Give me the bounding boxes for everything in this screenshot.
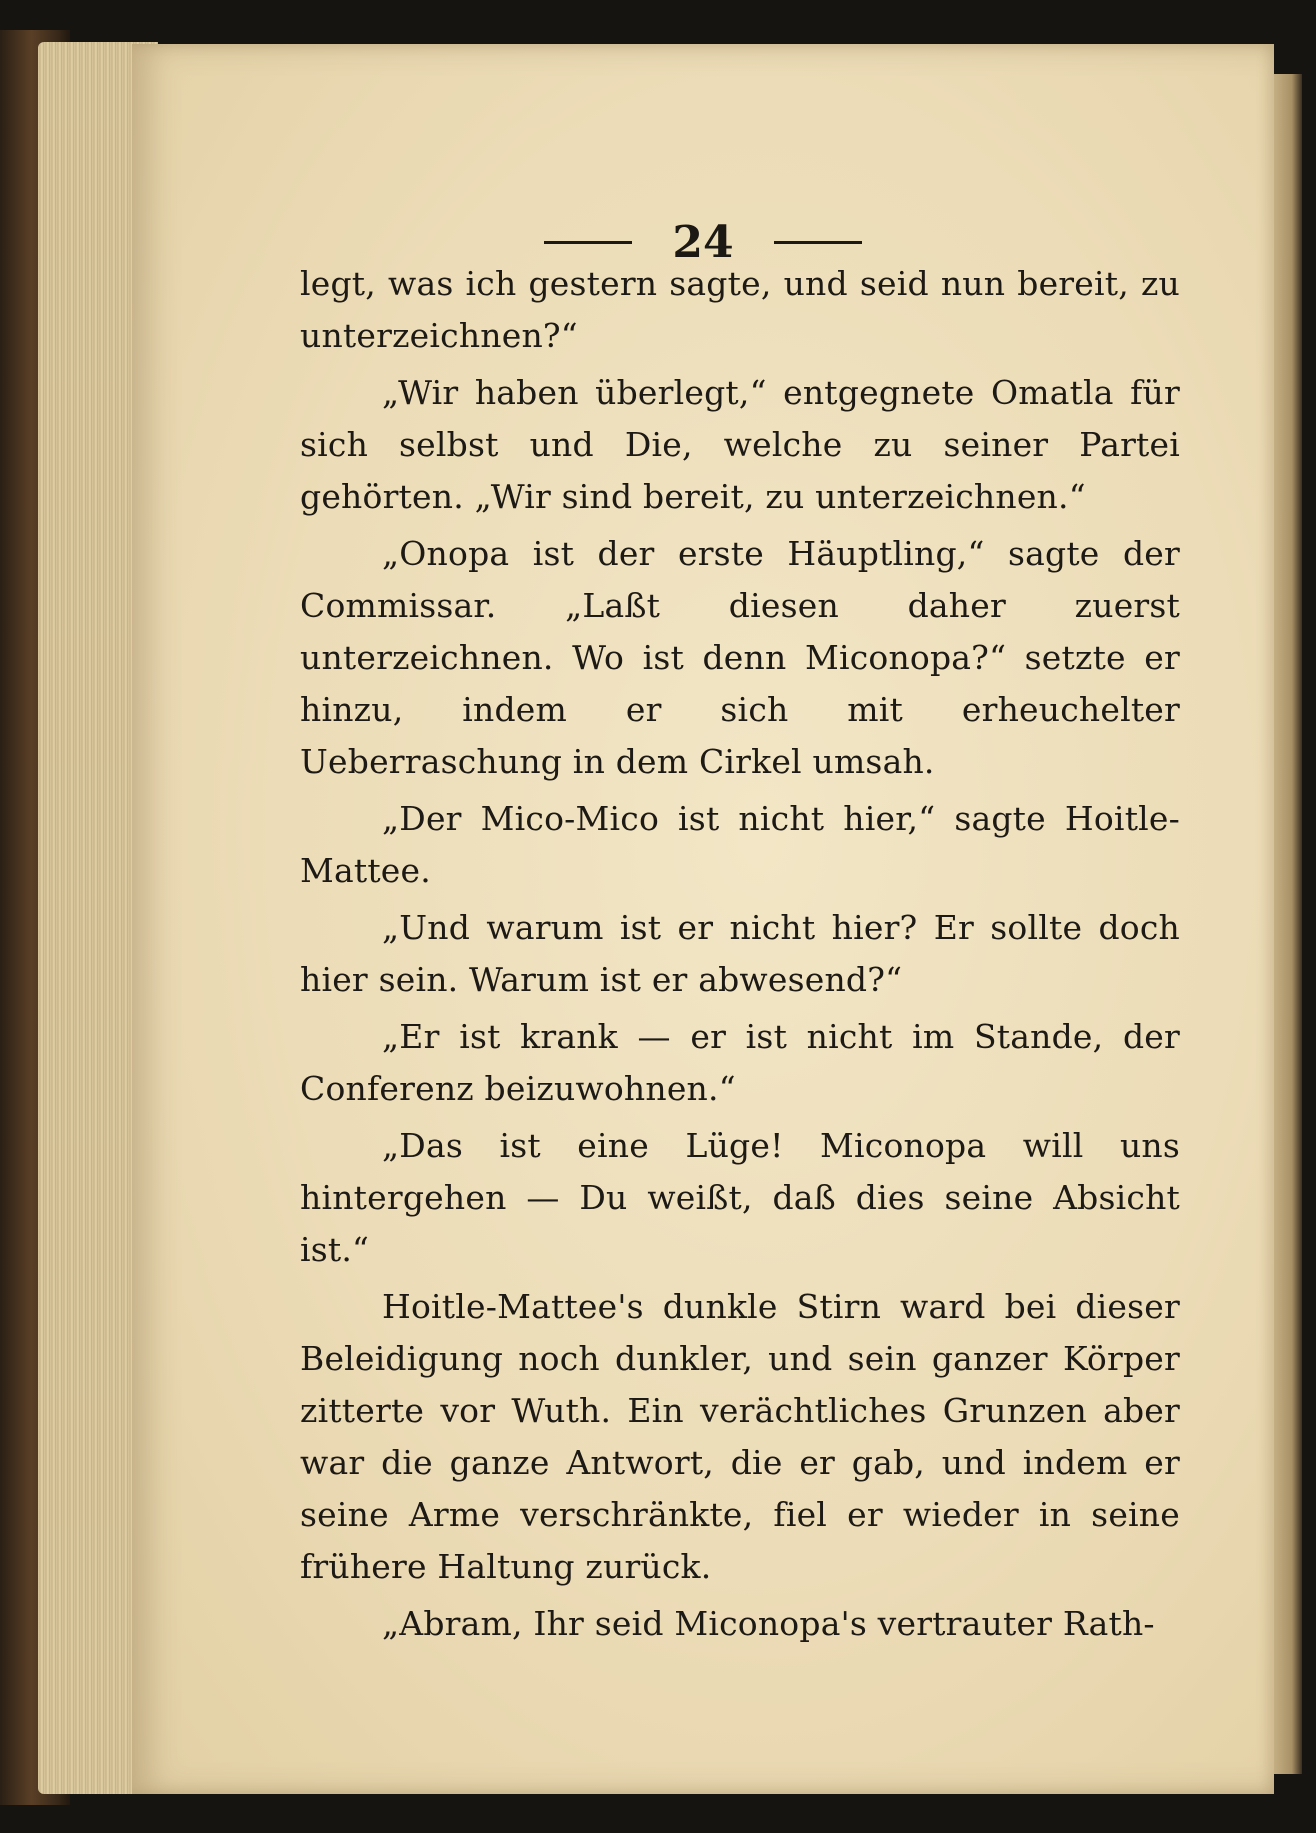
page-text (300, 258, 1180, 1655)
paragraph: „Das ist eine Lüge! Miconopa will uns hintergehen — Du weißt, daß dies seine Absicht ist.“ (300, 1126, 1180, 1269)
paragraph: „Der Mico-Mico ist nicht hier,“ sagte Hoitle-Mattee. (300, 799, 1180, 890)
paragraph: „Und warum ist er nicht hier? Er sollte doch hier sein. Warum ist er abwesend?“ (300, 908, 1180, 999)
paragraph: „Onopa ist der erste Häuptling,“ sagte der Commissar. „Laßt diesen daher zuerst unterzeichnen. Wo ist denn Miconopa?“ setzte er hinzu, indem er sich mit erheuchelter Ueberraschung in dem Cirkel umsah. (300, 534, 1180, 781)
page-number: 24 (672, 216, 734, 268)
paragraph: „Er ist krank — er ist nicht im Stande, der Conferenz beizuwohnen.“ (300, 1017, 1180, 1108)
paragraph: Hoitle-Mattee's dunkle Stirn ward bei dieser Beleidigung noch dunkler, und sein ganzer Körper zitterte vor Wuth. Ein verächtliches Grunzen aber war die ganze Antwort, die er gab, und indem er seine Arme verschränkte, fiel er wieder in seine frühere Haltung zurück. (300, 1287, 1180, 1586)
header-rule-right (774, 241, 862, 244)
paragraph: „Abram, Ihr seid Miconopa's vertrauter Rath- (382, 1604, 1155, 1643)
paragraph: „Wir haben überlegt,“ entgegnete Omatla für sich selbst und Die, welche zu seiner Partei gehörten. „Wir sind bereit, zu unterzeichnen.“ (300, 373, 1180, 516)
header-rule-left (544, 241, 632, 244)
paragraph: legt, was ich gestern sagte, und seid nun bereit, zu unterzeichnen?“ (300, 264, 1180, 355)
